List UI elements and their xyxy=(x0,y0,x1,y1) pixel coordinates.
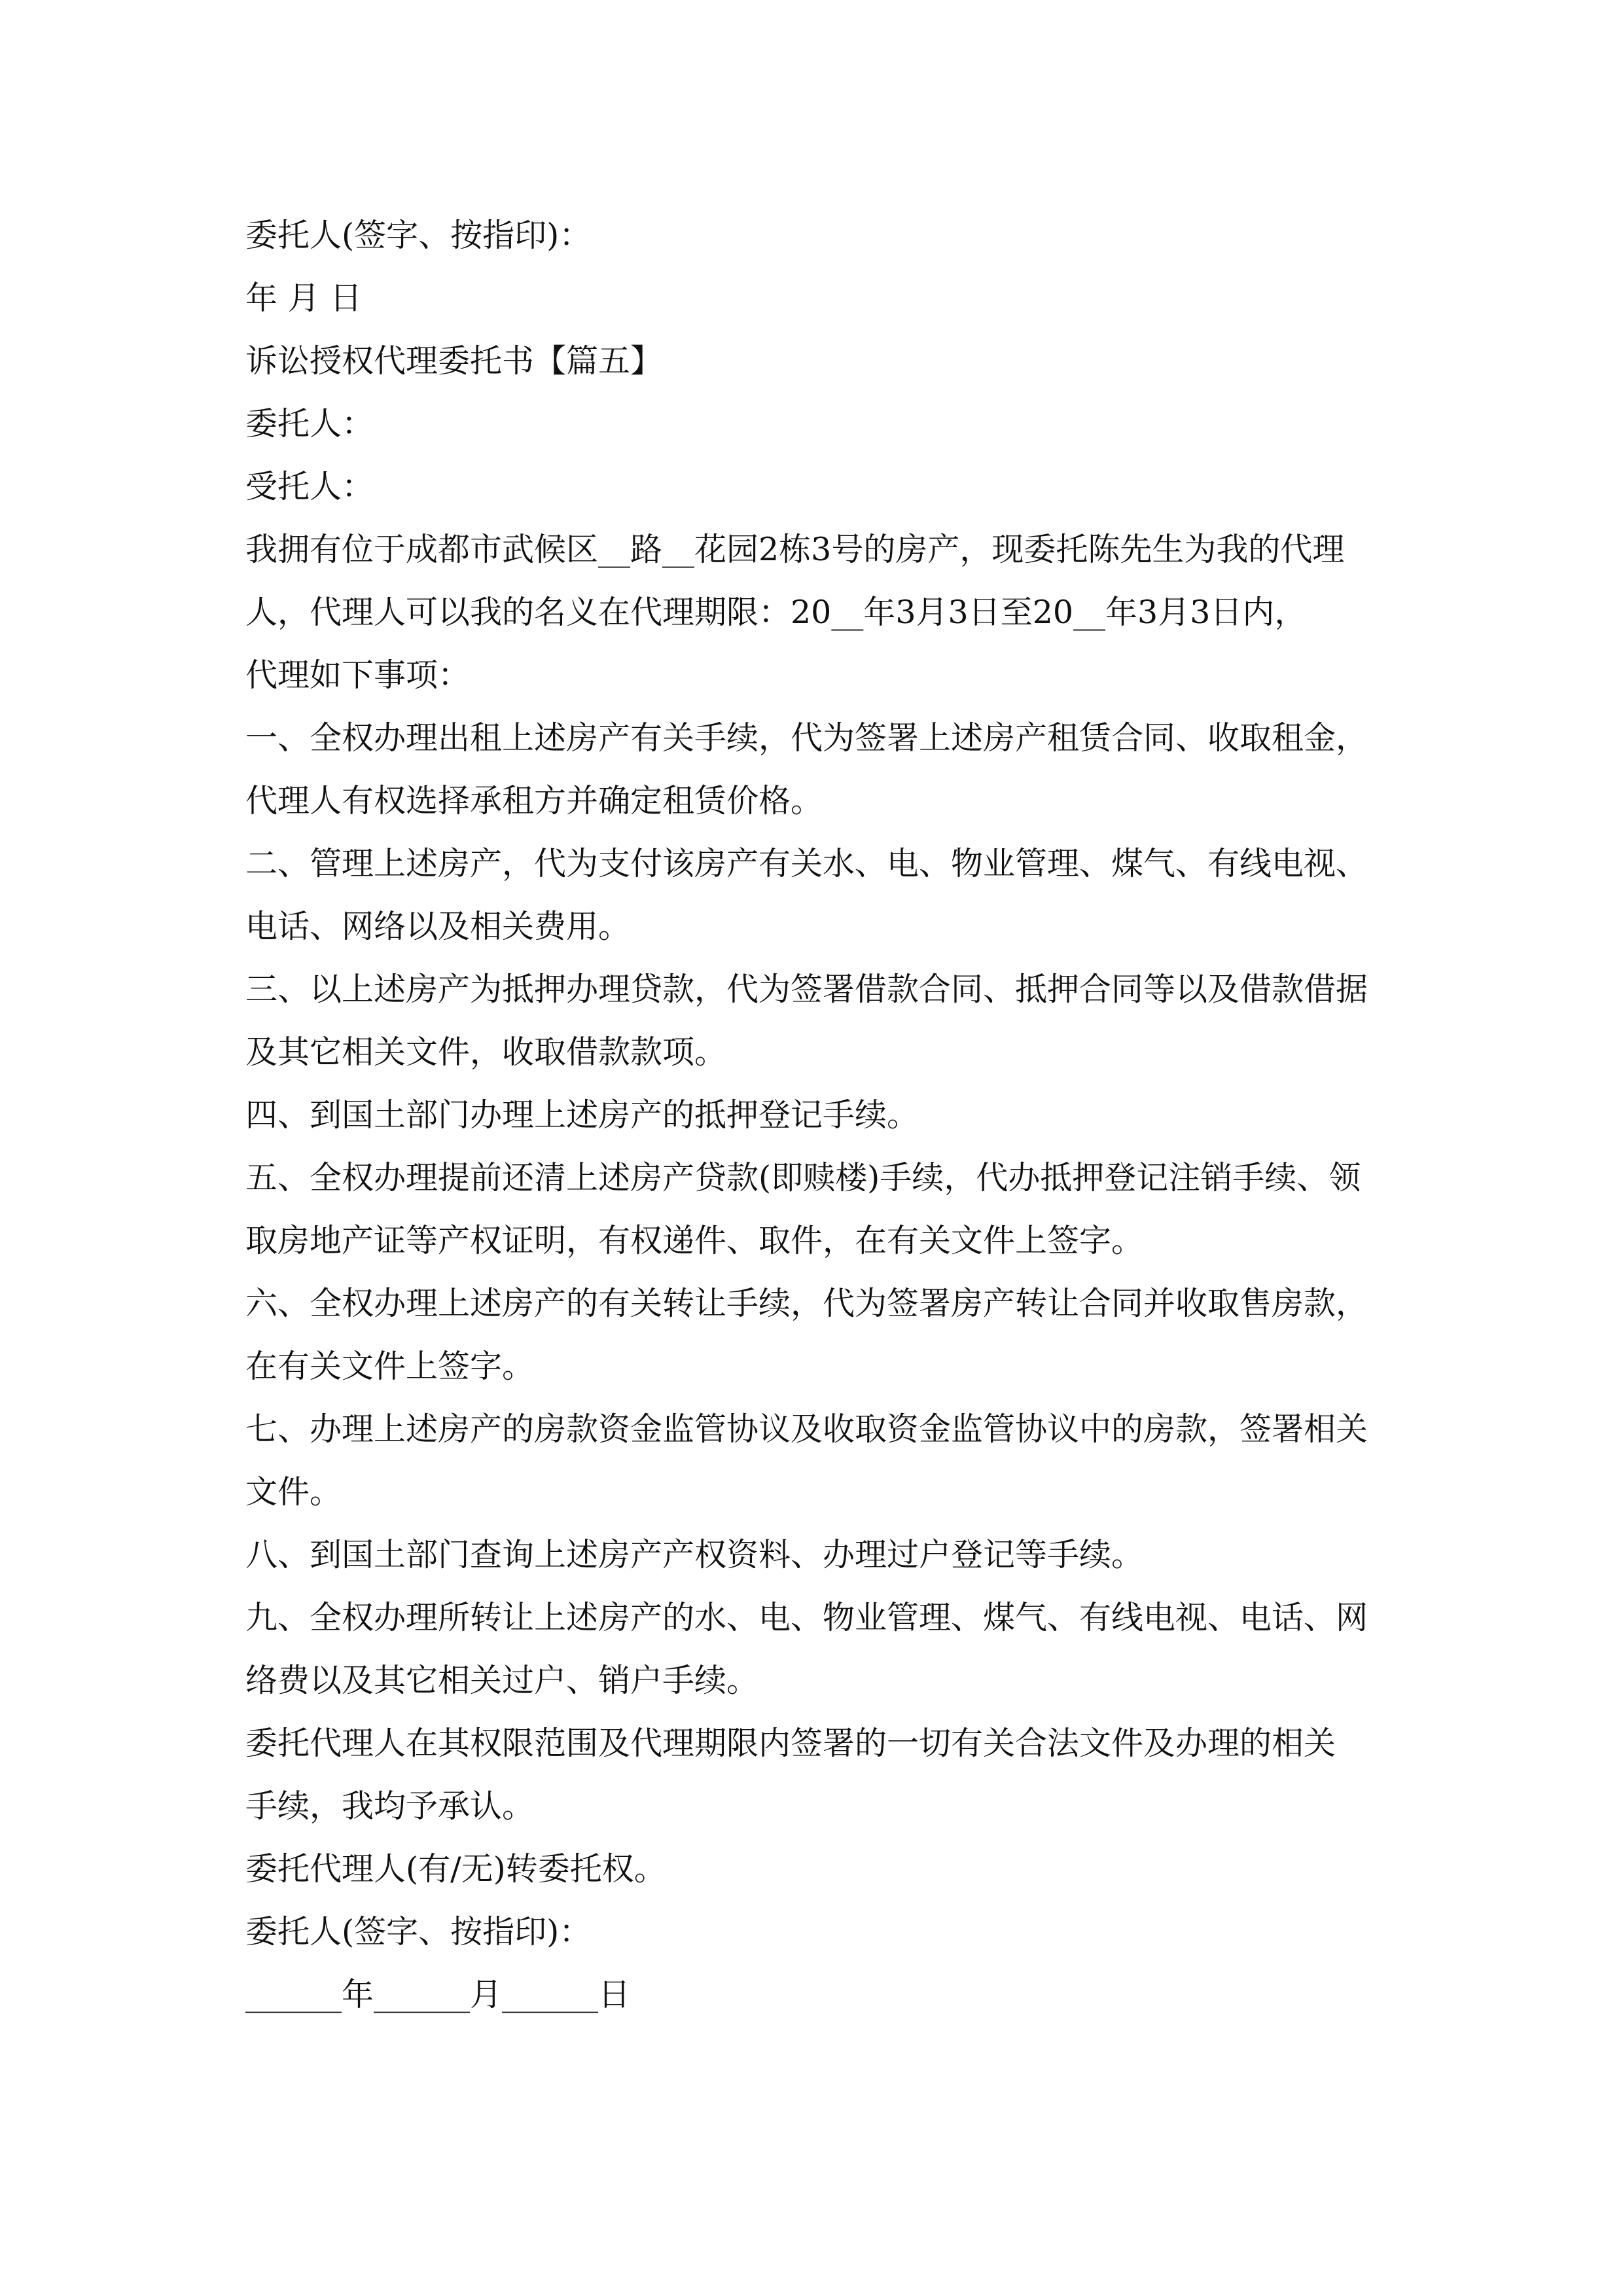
text-line: 四、到国土部门办理上述房产的抵押登记手续。 xyxy=(245,1096,919,1134)
agent-label: 受托人： xyxy=(245,468,374,505)
principal-label: 委托人： xyxy=(245,405,374,442)
text-line: 手续，我均予承认。 xyxy=(245,1787,535,1825)
text-line: 人，代理人可以我的名义在代理期限：20__年3月3日至20__年3月3日内， xyxy=(245,594,1307,631)
text-line: 代理如下事项： xyxy=(245,656,471,694)
text-line: 电话、网络以及相关费用。 xyxy=(245,908,631,945)
text-line: 委托代理人在其权限范围及代理期限内签署的一切有关合法文件及办理的相关 xyxy=(245,1725,1336,1762)
text-line: 八、到国土部门查询上述房产产权资料、办理过户登记等手续。 xyxy=(245,1536,1144,1573)
text-line: 在有关文件上签字。 xyxy=(245,1348,535,1385)
paragraph-item-3 xyxy=(245,958,1397,1084)
text-line: 我拥有位于成都市武候区__路__花园2栋3号的房产，现委托陈先生为我的代理 xyxy=(245,531,1345,568)
text-line: 三、以上述房产为抵押办理贷款，代为签署借款合同、抵押合同等以及借款借据 xyxy=(245,971,1368,1008)
text-line: 九、全权办理所转让上述房产的水、电、物业管理、煤气、有线电视、电话、网 xyxy=(245,1599,1368,1636)
paragraph-intro xyxy=(245,518,1397,707)
paragraph-acknowledgement xyxy=(245,1712,1397,1838)
text-line: 二、管理上述房产，代为支付该房产有关水、电、物业管理、煤气、有线电视、 xyxy=(245,845,1368,882)
text-line: 六、全权办理上述房产的有关转让手续，代为签署房产转让合同并收取售房款， xyxy=(245,1285,1368,1322)
paragraph-item-6 xyxy=(245,1272,1397,1398)
document-body xyxy=(245,204,1397,2026)
text-line: 五、全权办理提前还清上述房产贷款(即赎楼)手续，代办抵押登记注销手续、领 xyxy=(245,1159,1361,1196)
paragraph-item-2 xyxy=(245,833,1397,958)
text-line: 取房地产证等产权证明，有权递件、取件，在有关文件上签字。 xyxy=(245,1222,1144,1259)
text-line: 文件。 xyxy=(245,1473,342,1511)
text-line: 委托代理人(有/无)转委托权。 xyxy=(245,1850,666,1888)
paragraph-item-4 xyxy=(245,1084,1397,1147)
signature-label-bottom: 委托人(签字、按指印)： xyxy=(245,1913,592,1950)
section-heading: 诉讼授权代理委托书【篇五】 xyxy=(245,342,663,380)
paragraph-item-5 xyxy=(245,1147,1397,1272)
date-line-top: 年 月 日 xyxy=(245,279,363,317)
text-line: 代理人有权选择承租方并确定租赁价格。 xyxy=(245,782,823,819)
paragraph-item-7 xyxy=(245,1398,1397,1524)
text-line: 七、办理上述房产的房款资金监管协议及收取资金监管协议中的房款，签署相关 xyxy=(245,1410,1368,1448)
text-line: 络费以及其它相关过户、销户手续。 xyxy=(245,1662,759,1699)
date-line-bottom: ______年______月______日 xyxy=(245,1976,631,2013)
paragraph-item-8 xyxy=(245,1524,1397,1587)
text-line: 及其它相关文件，收取借款款项。 xyxy=(245,1033,727,1071)
signature-label-top: 委托人(签字、按指印)： xyxy=(245,217,592,254)
paragraph-item-9 xyxy=(245,1587,1397,1712)
paragraph-item-1 xyxy=(245,707,1397,833)
paragraph-subdelegation xyxy=(245,1838,1397,1901)
text-line: 一、全权办理出租上述房产有关手续，代为签署上述房产租赁合同、收取租金， xyxy=(245,719,1368,757)
